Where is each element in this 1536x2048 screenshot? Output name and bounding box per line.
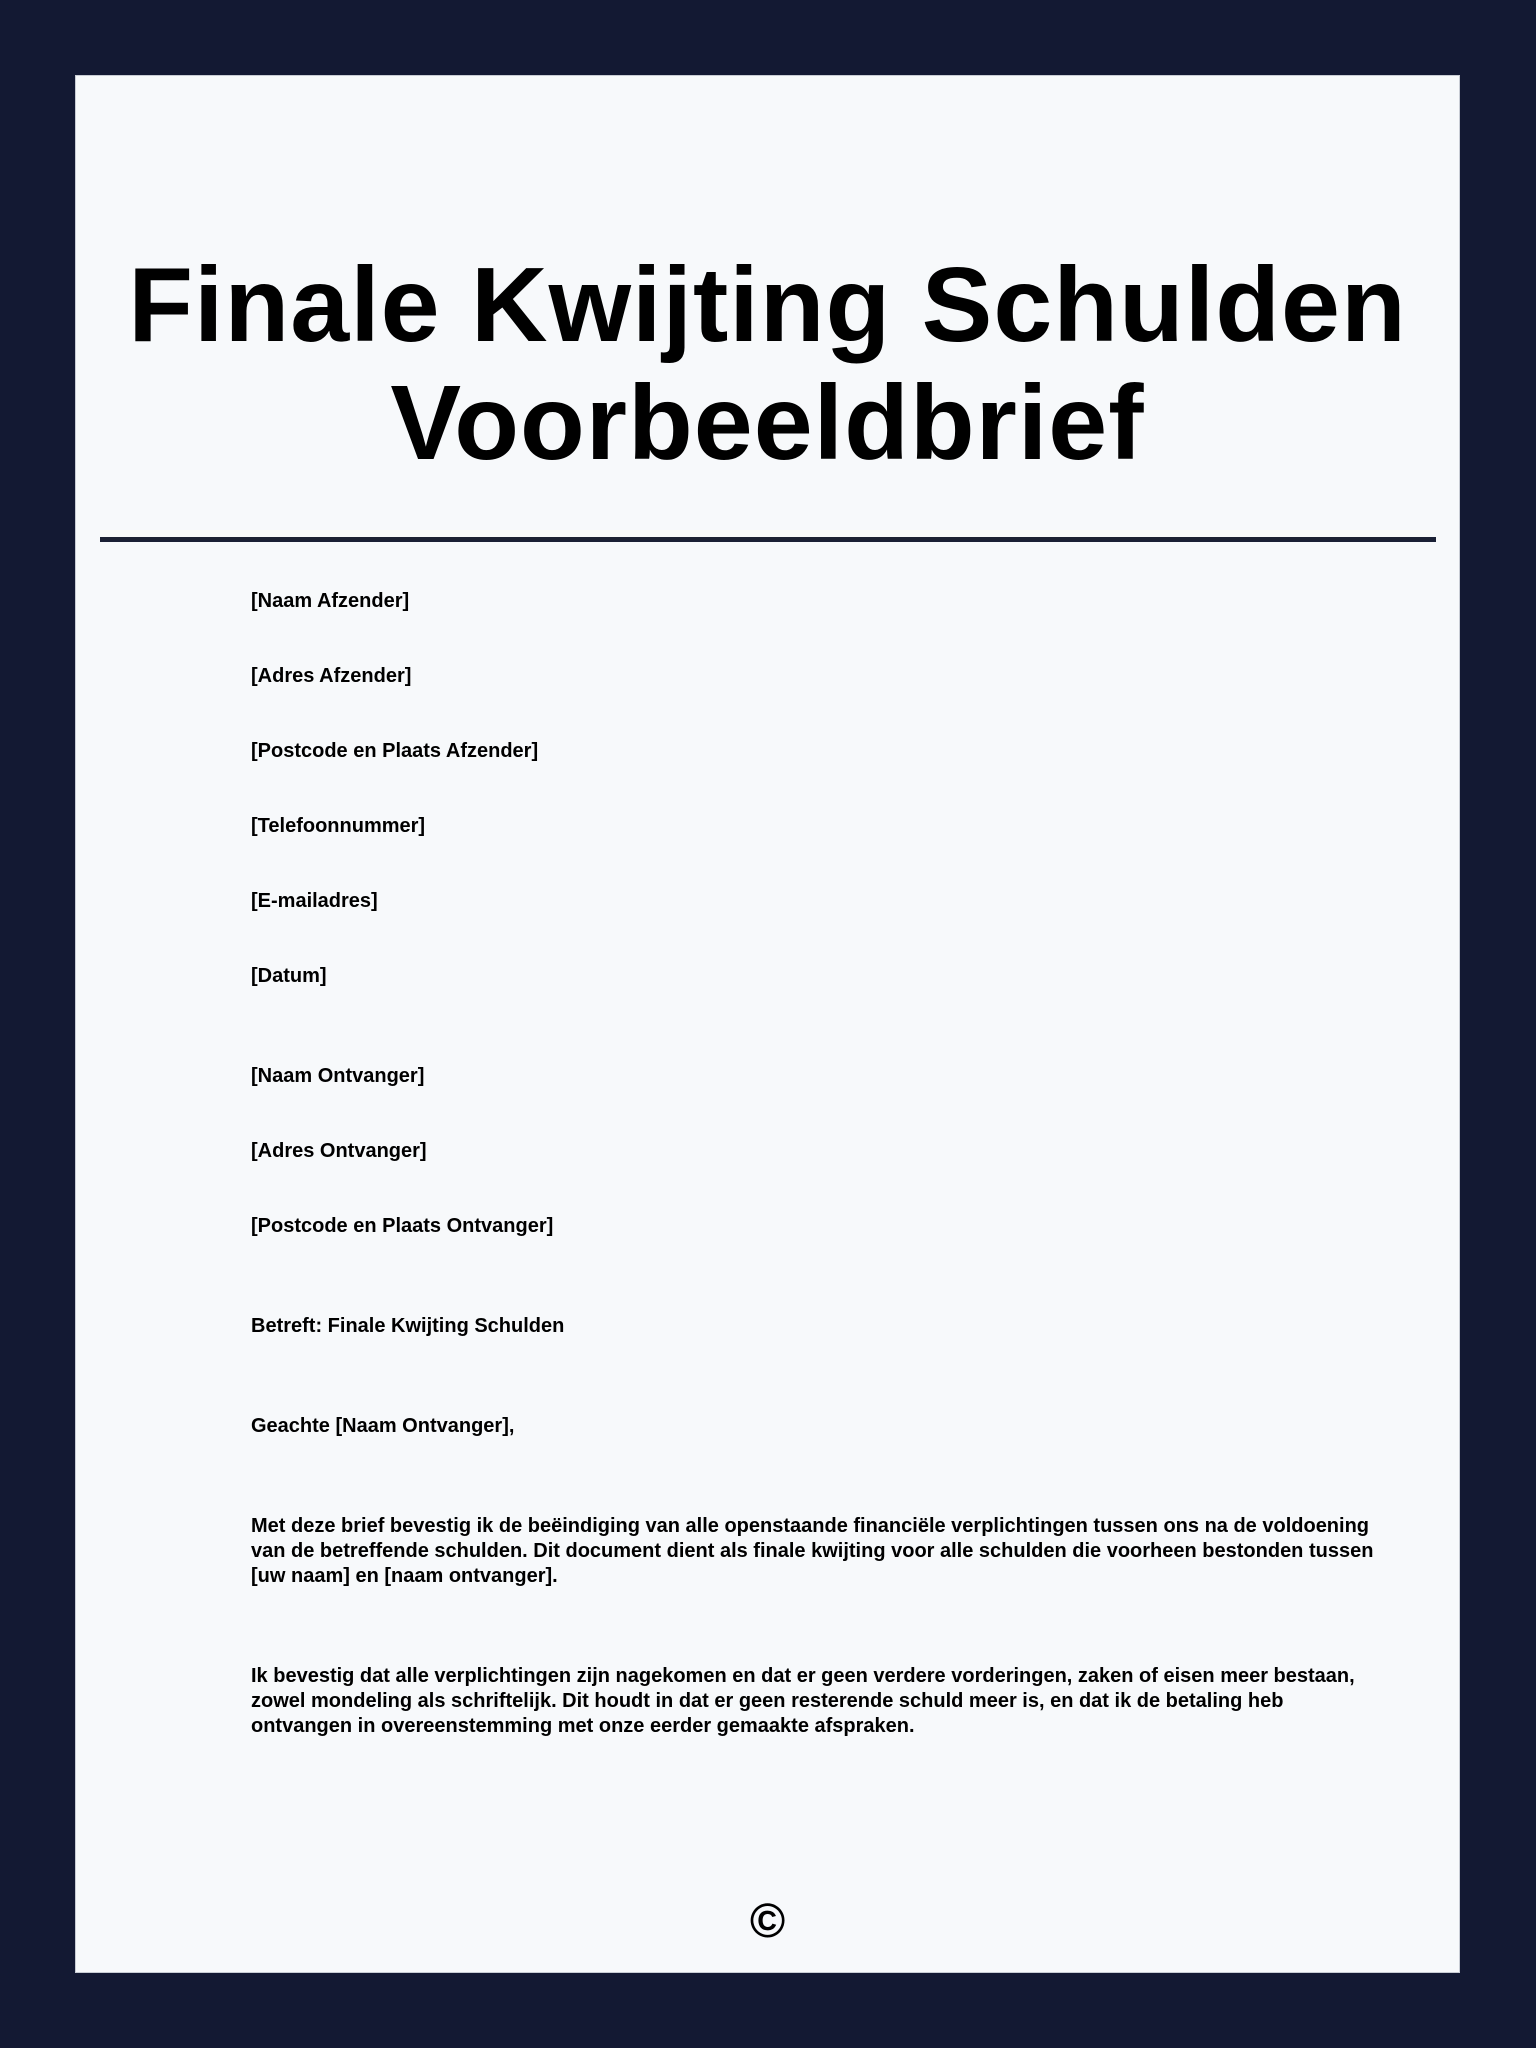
sender-email: [E-mailadres] bbox=[251, 890, 378, 912]
sender-name: [Naam Afzender] bbox=[251, 590, 410, 612]
sender-address: [Adres Afzender] bbox=[251, 665, 412, 687]
copyright-symbol: © bbox=[749, 1895, 786, 1948]
letter-paragraph-1: Met deze brief bevestig ik de beëindiging van alle openstaande financiële verplichtingen tussen ons na de voldoening van de betreffende schulden. Dit document dient als finale kwijting voor alle schulden die voorheen bestonden tussen [uw naam] en [naam ontvanger]. bbox=[251, 1515, 1374, 1587]
title-line-2: Voorbeeldbrief bbox=[390, 364, 1145, 482]
sender-postal-city: [Postcode en Plaats Afzender] bbox=[251, 740, 539, 762]
title-line-1: Finale Kwijting Schulden bbox=[128, 246, 1407, 364]
recipient-postal-city: [Postcode en Plaats Ontvanger] bbox=[251, 1215, 554, 1237]
document-title bbox=[76, 246, 1459, 482]
letter-subject: Betreft: Finale Kwijting Schulden bbox=[251, 1315, 565, 1337]
document-page bbox=[75, 75, 1460, 1973]
letter-date: [Datum] bbox=[251, 965, 327, 987]
sender-phone: [Telefoonnummer] bbox=[251, 815, 426, 837]
letter-salutation: Geachte [Naam Ontvanger], bbox=[251, 1415, 515, 1437]
letter-paragraph-2: Ik bevestig dat alle verplichtingen zijn nagekomen en dat er geen verdere vorderingen, zaken of eisen meer bestaan, zowel mondeling als schriftelijk. Dit houdt in dat er geen resterende schuld meer is, en dat ik de betaling heb ontvangen in overeenstemming met onze eerder gemaakte afspraken. bbox=[251, 1665, 1355, 1737]
title-divider bbox=[100, 537, 1436, 542]
recipient-address: [Adres Ontvanger] bbox=[251, 1140, 427, 1162]
recipient-name: [Naam Ontvanger] bbox=[251, 1065, 425, 1087]
